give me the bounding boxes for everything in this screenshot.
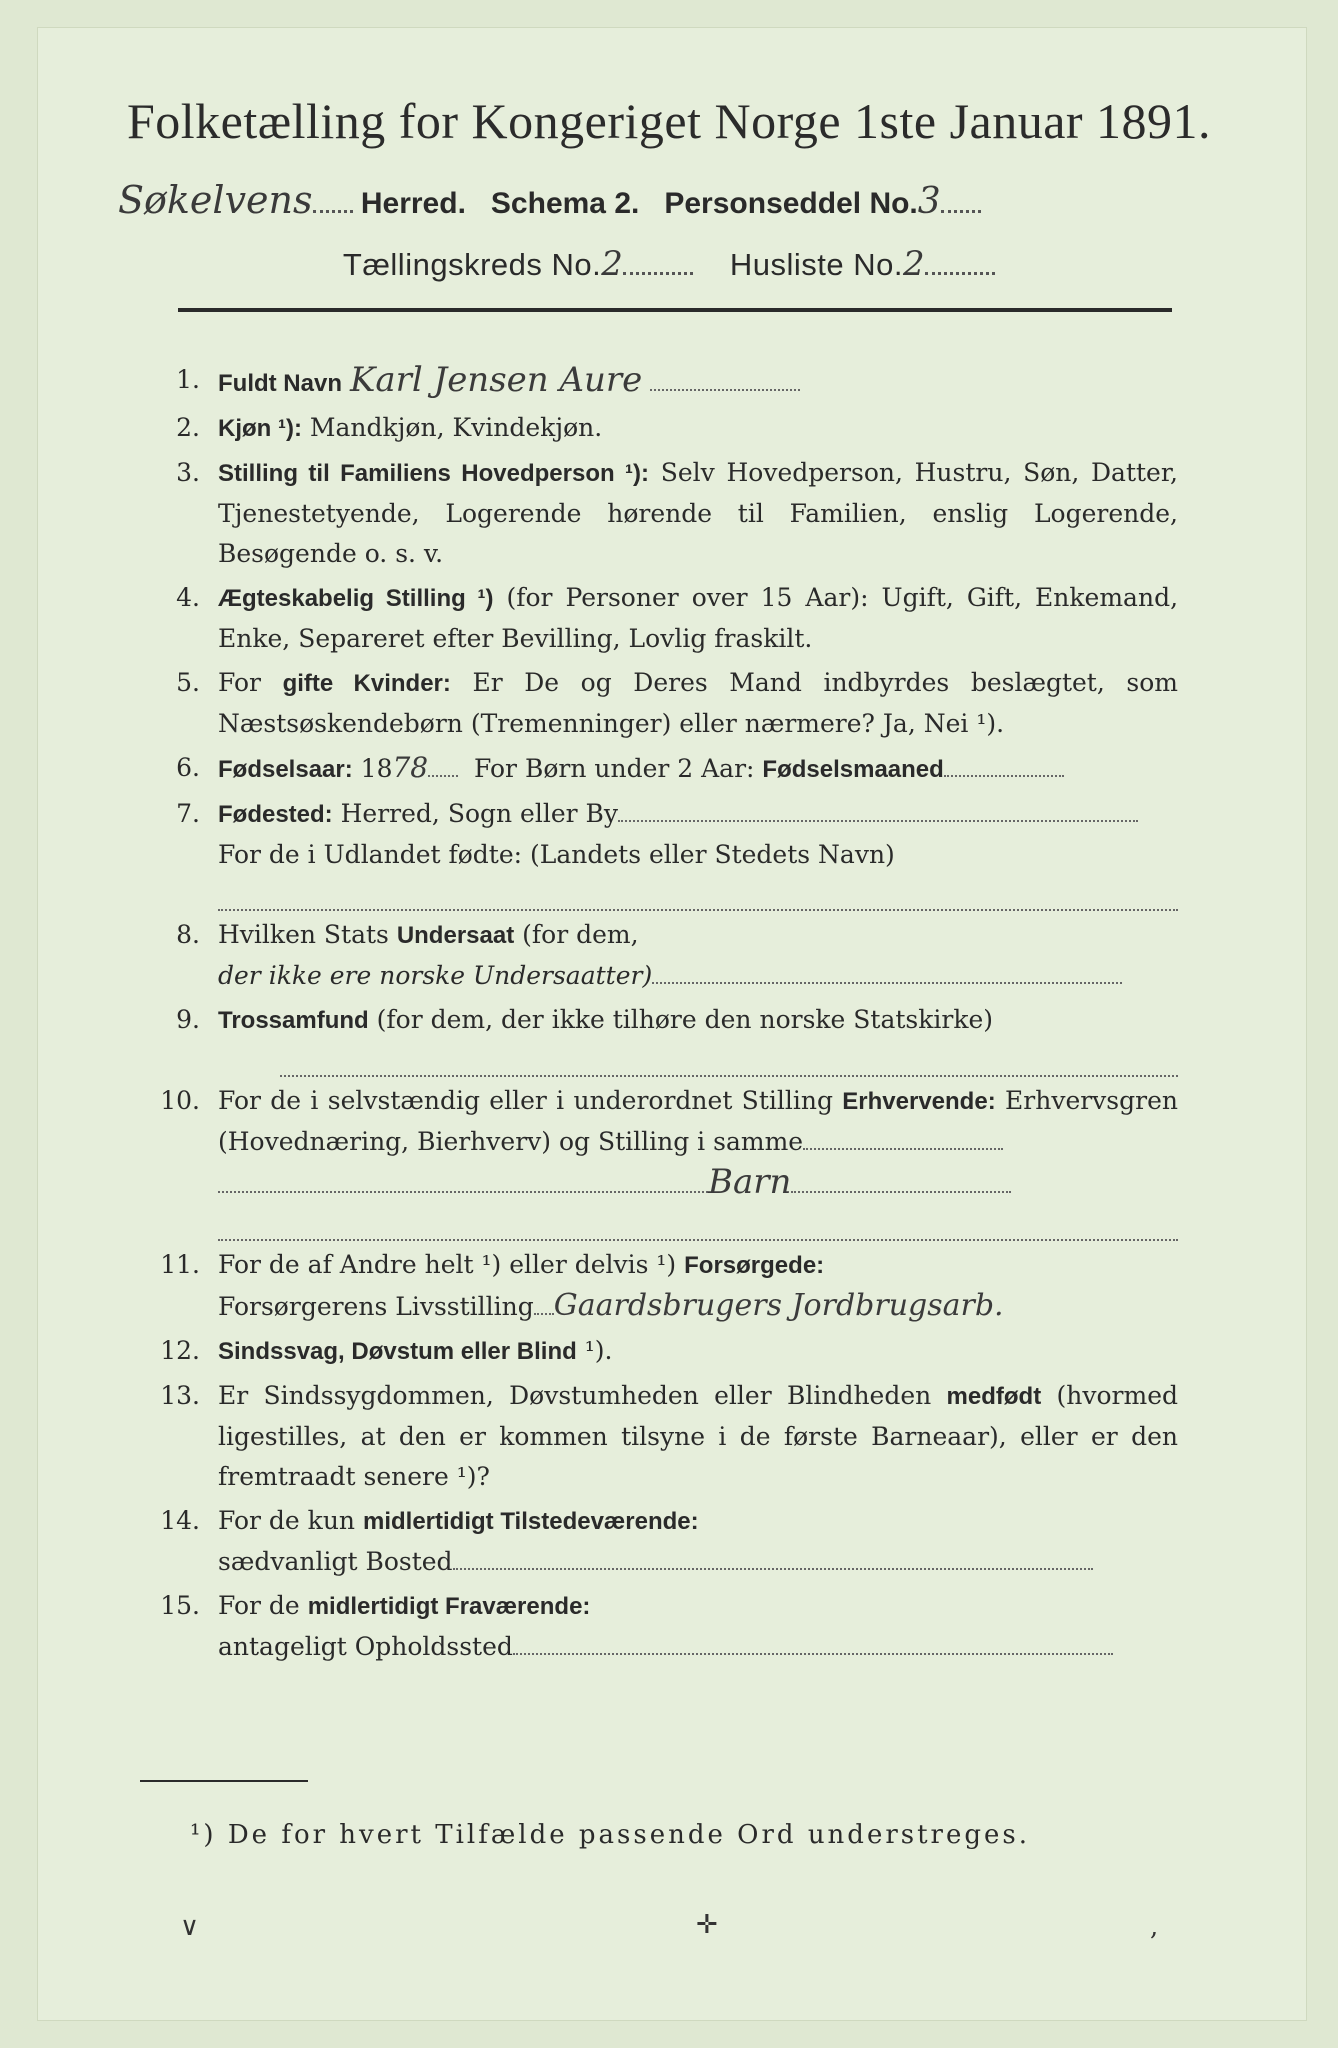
- answer-occupation: Barn: [708, 1162, 792, 1202]
- footnote-divider: [140, 1780, 308, 1782]
- form-items: [128, 360, 1178, 1671]
- husliste-value: 2: [902, 244, 926, 284]
- herred-label: Herred.: [360, 187, 466, 220]
- item-12: 12. Sindssvag, Døvstum eller Blind ¹).: [160, 1336, 613, 1365]
- item-10: 10. For de i selvstændig eller i underordnet Stilling Erhvervende: Erhvervsgren (Hovednæring, Bierhverv) og Stilling i samme Barn: [128, 1081, 1178, 1241]
- answer-name: Karl Jensen Aure: [349, 360, 643, 400]
- schema-label: Schema 2.: [490, 187, 640, 220]
- tick-mark-icon: ,: [1150, 1912, 1159, 1942]
- item-14: 14. For de kun midlertidigt Tilstedeværende: sædvanligt Bosted: [128, 1501, 1178, 1582]
- item-13: 13. Er Sindssygdommen, Døvstumheden eller Blindheden medfødt (hvormed ligestilles, at den er kommen tilsyne i de første Barneaar), eller er den fremtraadt senere ¹)?: [160, 1381, 1178, 1491]
- form-title: Folketælling for Kongeriget Norge 1ste Januar 1891.: [126, 93, 1212, 149]
- taellingskreds-value: 2: [601, 244, 624, 284]
- item-7: 7. Fødested: Herred, Sogn eller By For de i Udlandet fødte: (Landets eller Stedets Navn): [128, 794, 1178, 911]
- item-1: 1. Fuldt Navn Karl Jensen Aure: [128, 360, 1178, 404]
- item-3: 3. Stilling til Familiens Hovedperson ¹): Selv Hovedperson, Hustru, Søn, Datter, Tjenestetyende, Logerende hørende til Familien, enslig Logerende, Besøgende o. s. v.: [176, 458, 1178, 568]
- item-15: 15. For de midlertidigt Fraværende: antageligt Opholdssted: [128, 1586, 1178, 1667]
- item-11: 11. For de af Andre helt ¹) eller delvis ¹) Forsørgede: Forsørgerens Livsstilling Gaardsbrugers Jordbrugsarb.: [160, 1250, 1004, 1323]
- item-4: 4. Ægteskabelig Stilling ¹) (for Personer over 15 Aar): Ugift, Gift, Enkemand, Enke, Separeret efter Bevilling, Lovlig fraskilt.: [176, 583, 1179, 653]
- item-8: 8. Hvilken Stats Undersaat (for dem, der ikke ere norske Undersaatter): [128, 915, 1178, 996]
- district-line: [0, 244, 1338, 284]
- answer-provider: Gaardsbrugers Jordbrugsarb.: [553, 1288, 1004, 1323]
- personseddel-value: 3: [917, 181, 941, 222]
- cross-mark-icon: ✛: [696, 1910, 718, 1940]
- header-divider: [178, 308, 1172, 312]
- taellingskreds-label: Tællingskreds No.: [342, 247, 602, 282]
- personseddel-label: Personseddel No.: [664, 187, 918, 220]
- footnote: ¹) De for hvert Tilfælde passende Ord understreges.: [190, 1820, 1031, 1850]
- corner-mark-icon: ∨: [180, 1912, 200, 1942]
- item-5: 5. For gifte Kvinder: Er De og Deres Mand indbyrdes beslægtet, som Næstsøskendebørn (Tremenninger) eller nærmere? Ja, Nei ¹).: [176, 668, 1178, 738]
- form-subheader: [118, 178, 1180, 226]
- husliste-label: Husliste No.: [729, 247, 903, 282]
- answer-birth-year: 78: [392, 751, 429, 784]
- item-6: 6. Fødselsaar: 1878 For Børn under 2 Aar: Fødselsmaaned: [128, 748, 1178, 790]
- item-9: 9. Trossamfund (for dem, der ikke tilhøre den norske Statskirke): [128, 1000, 1178, 1077]
- item-2: 2. Kjøn ¹): Mandkjøn, Kvindekjøn.: [176, 413, 603, 442]
- herred-name: Søkelvens: [118, 178, 313, 222]
